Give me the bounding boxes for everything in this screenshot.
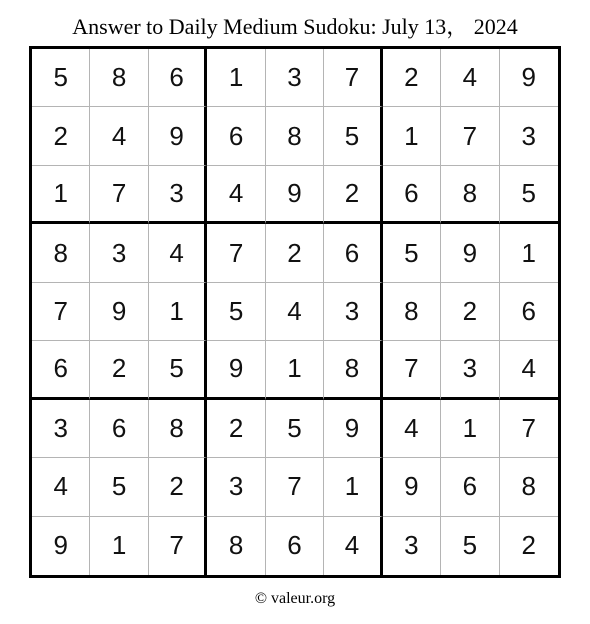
sudoku-cell-r3c4: 4 (207, 166, 265, 224)
copyright-footer: © valeur.org (254, 590, 336, 607)
sudoku-cell-r1c3: 6 (149, 49, 207, 107)
sudoku-cell-r7c7: 4 (383, 400, 441, 458)
sudoku-cell-r6c7: 7 (383, 341, 441, 399)
sudoku-cell-r7c4: 2 (207, 400, 265, 458)
sudoku-cell-r1c4: 1 (207, 49, 265, 107)
sudoku-cell-r3c1: 1 (32, 166, 90, 224)
sudoku-cell-r3c3: 3 (149, 166, 207, 224)
sudoku-cell-r5c3: 1 (149, 283, 207, 341)
sudoku-cell-r3c8: 8 (441, 166, 499, 224)
sudoku-cell-r5c7: 8 (383, 283, 441, 341)
sudoku-cell-r2c5: 8 (266, 107, 324, 165)
sudoku-cell-r9c7: 3 (383, 517, 441, 575)
sudoku-cell-r3c2: 7 (90, 166, 148, 224)
sudoku-cell-r5c2: 9 (90, 283, 148, 341)
sudoku-cell-r6c3: 5 (149, 341, 207, 399)
sudoku-cell-r7c1: 3 (32, 400, 90, 458)
sudoku-cell-r9c6: 4 (324, 517, 382, 575)
sudoku-cell-r4c7: 5 (383, 224, 441, 282)
sudoku-cell-r9c9: 2 (521, 530, 536, 561)
sudoku-cell-r6c9: 4 (500, 341, 558, 399)
page-title: Answer to Daily Medium Sudoku: July 13， 2024 (72, 14, 518, 39)
sudoku-cell-r4c8: 9 (441, 224, 499, 282)
sudoku-cell-r1c6: 7 (324, 49, 382, 107)
sudoku-cell-r2c1: 2 (32, 107, 90, 165)
sudoku-cell-r8c8: 6 (441, 458, 499, 516)
sudoku-cell-r1c8: 4 (441, 49, 499, 107)
sudoku-cell-r2c6: 5 (324, 107, 382, 165)
sudoku-cell-r5c4: 5 (207, 283, 265, 341)
sudoku-cell-r8c5: 7 (266, 458, 324, 516)
sudoku-cell-r9c8: 5 (441, 517, 499, 575)
sudoku-cell-r7c6: 9 (324, 400, 382, 458)
sudoku-cell-r4c9: 1 (500, 224, 558, 282)
sudoku-cell-r6c5: 1 (266, 341, 324, 399)
sudoku-cell-r2c7: 1 (383, 107, 441, 165)
sudoku-cell-r9c4: 8 (207, 517, 265, 575)
sudoku-cell-r8c6: 1 (324, 458, 382, 516)
sudoku-cell-r5c6: 3 (324, 283, 382, 341)
sudoku-cell-r3c9: 5 (500, 166, 558, 224)
sudoku-cell-r2c9: 3 (500, 107, 558, 165)
sudoku-cell-r8c7: 9 (383, 458, 441, 516)
sudoku-cell-r7c2: 6 (90, 400, 148, 458)
sudoku-cell-r5c1: 7 (32, 283, 90, 341)
sudoku-cell-r6c6: 8 (324, 341, 382, 399)
sudoku-cell-r3c5: 9 (266, 166, 324, 224)
sudoku-cell-r6c8: 3 (441, 341, 499, 399)
sudoku-cell-r7c3: 8 (149, 400, 207, 458)
sudoku-cell-r8c2: 5 (90, 458, 148, 516)
sudoku-cell-r6c2: 2 (90, 341, 148, 399)
sudoku-cell-r9c1: 9 (32, 517, 90, 575)
sudoku-cell-r2c3: 9 (149, 107, 207, 165)
sudoku-cell-r4c1: 8 (32, 224, 90, 282)
sudoku-cell-r4c3: 4 (149, 224, 207, 282)
sudoku-cell-r9c5: 6 (266, 517, 324, 575)
sudoku-cell-r9c2: 1 (90, 517, 148, 575)
sudoku-cell-r5c5: 4 (266, 283, 324, 341)
sudoku-cell-r2c2: 4 (90, 107, 148, 165)
sudoku-cell-r8c1: 4 (32, 458, 90, 516)
sudoku-cell-r4c5: 2 (266, 224, 324, 282)
sudoku-cell-r1c5: 3 (266, 49, 324, 107)
sudoku-cell-r3c6: 2 (324, 166, 382, 224)
sudoku-cell-r6c4: 9 (207, 341, 265, 399)
sudoku-board (29, 46, 561, 578)
sudoku-cell-r4c4: 7 (207, 224, 265, 282)
sudoku-cell-r7c8: 1 (441, 400, 499, 458)
sudoku-cell-r1c1: 5 (32, 49, 90, 107)
sudoku-cell-r1c7: 2 (383, 49, 441, 107)
sudoku-cell-r8c3: 2 (149, 458, 207, 516)
sudoku-cell-r4c6: 6 (324, 224, 382, 282)
sudoku-cell-r2c4: 6 (207, 107, 265, 165)
sudoku-cell-r5c9: 6 (500, 283, 558, 341)
sudoku-cell-r1c2: 8 (90, 49, 148, 107)
sudoku-cell-r3c7: 6 (383, 166, 441, 224)
sudoku-cell-r6c1: 6 (32, 341, 90, 399)
sudoku-cell-r7c5: 5 (266, 400, 324, 458)
sudoku-cell-r2c8: 7 (441, 107, 499, 165)
sudoku-cell-r1c9: 9 (500, 49, 558, 107)
sudoku-cell-r7c9: 7 (500, 400, 558, 458)
sudoku-cell-r4c2: 3 (90, 224, 148, 282)
sudoku-cell-r5c8: 2 (441, 283, 499, 341)
sudoku-cell-r8c9: 8 (500, 458, 558, 516)
sudoku-cell-r9c3: 7 (149, 517, 207, 575)
sudoku-cell-r8c4: 3 (207, 458, 265, 516)
